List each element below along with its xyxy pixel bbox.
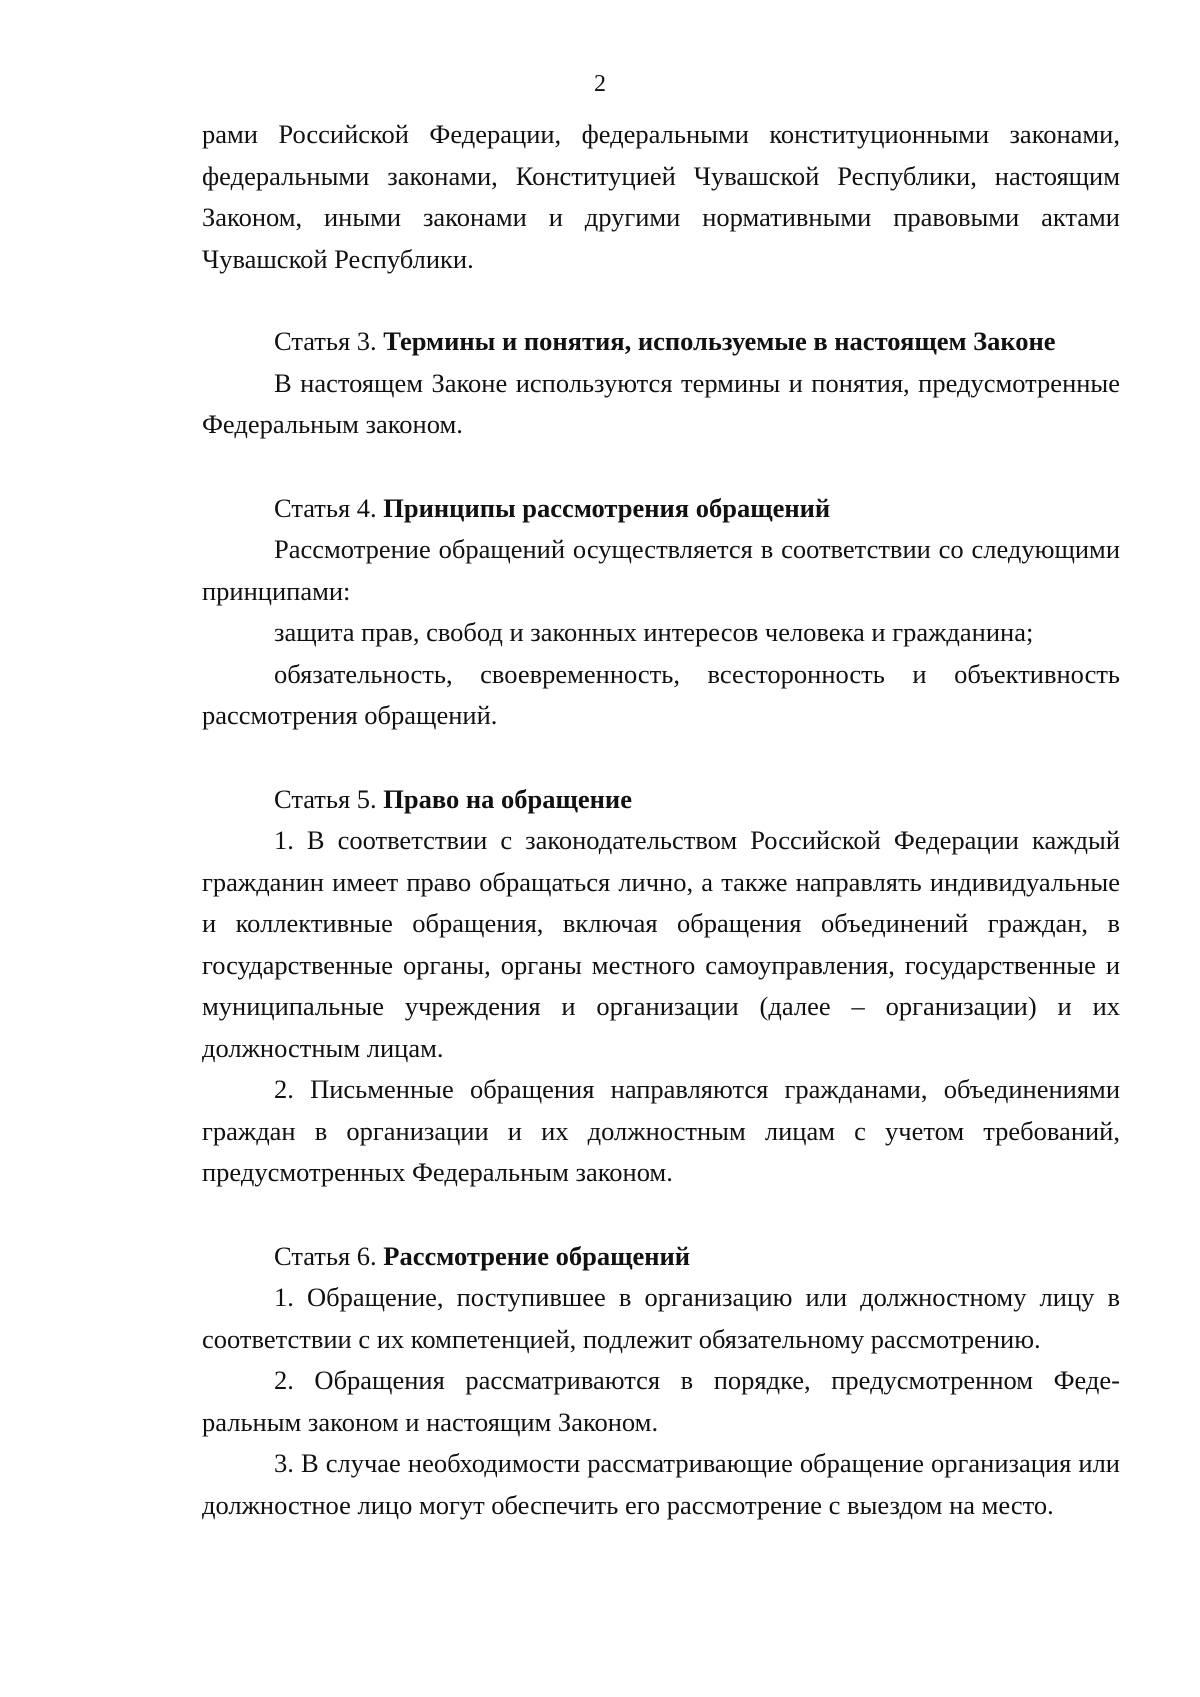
article-6-paragraph-1: 1. Обращение, поступившее в организацию или должностному лицу в соответствии с их компетенцией, подлежит обязательному рассмотрению. <box>202 1282 1120 1354</box>
article-3-paragraph-1: В настоящем Законе используются термины и понятия, предусмотренные Федеральным законом. <box>202 367 1120 439</box>
article-5-paragraph-2: 2. Письменные обращения направляются гражданами, объединениями граждан в организации и их должностным лицам с учетом требований, предусмотренных Федеральным законом. <box>202 1074 1120 1187</box>
article-5-paragraph-1: 1. В соответствии с законодательством Российской Федерации каждый гражданин имеет право обращаться лично, а также направлять индивидуальные и коллективные обращения, включая обращения объединений граждан, в государственные органы, органы местного самоуправления, государственные и муниципальные учреждения и организации (далее – организации) и их должностным лицам. <box>202 825 1120 1063</box>
article-5-heading <box>202 779 1120 821</box>
article-5-title: Право на обращение <box>383 783 632 814</box>
article-6-heading <box>202 1236 1120 1278</box>
article-3-title: Термины и понятия, используемые в настоящем Законе <box>383 326 1056 356</box>
article-4-paragraph-1: Рассмотрение обращений осуществляется в соответствии со следующими принципами: <box>202 534 1120 606</box>
article-6-paragraph-2: 2. Обращения рассматриваются в порядке, предусмотренном Федеральным законом и настоящим Законом. <box>202 1365 1120 1437</box>
page-number: 2 <box>594 71 606 97</box>
article-4-paragraph-2: защита прав, свобод и законных интересов человека и гражданина; <box>274 617 1034 647</box>
article-4-paragraph-3: обязательность, своевременность, всесторонность и объективность рассмотрения обращений. <box>202 658 1120 730</box>
article-4-title: Принципы рассмотрения обращений <box>383 492 831 523</box>
article-4-heading <box>202 488 1120 530</box>
article-3-heading <box>202 321 1120 363</box>
article-6-label: Статья 6. <box>274 1240 377 1271</box>
document-body <box>202 114 1120 1526</box>
article-6-title: Рассмотрение обращений <box>383 1240 691 1271</box>
intro-paragraph: рами Российской Федерации, федеральными конституционными законами, федеральными законами, Конституцией Чувашской Республики, настоящим Законом, иными законами и другими нормативными правовыми актами Чувашской Республики. <box>202 119 1120 274</box>
article-5-label: Статья 5. <box>274 783 377 814</box>
article-3-label: Статья 3. <box>274 326 377 356</box>
article-6-paragraph-3: 3. В случае необходимости рассматривающие обращение организация или должностное лицо могут обеспечить его рассмотрение с выездом на место. <box>202 1448 1120 1520</box>
article-4-label: Статья 4. <box>274 492 377 523</box>
